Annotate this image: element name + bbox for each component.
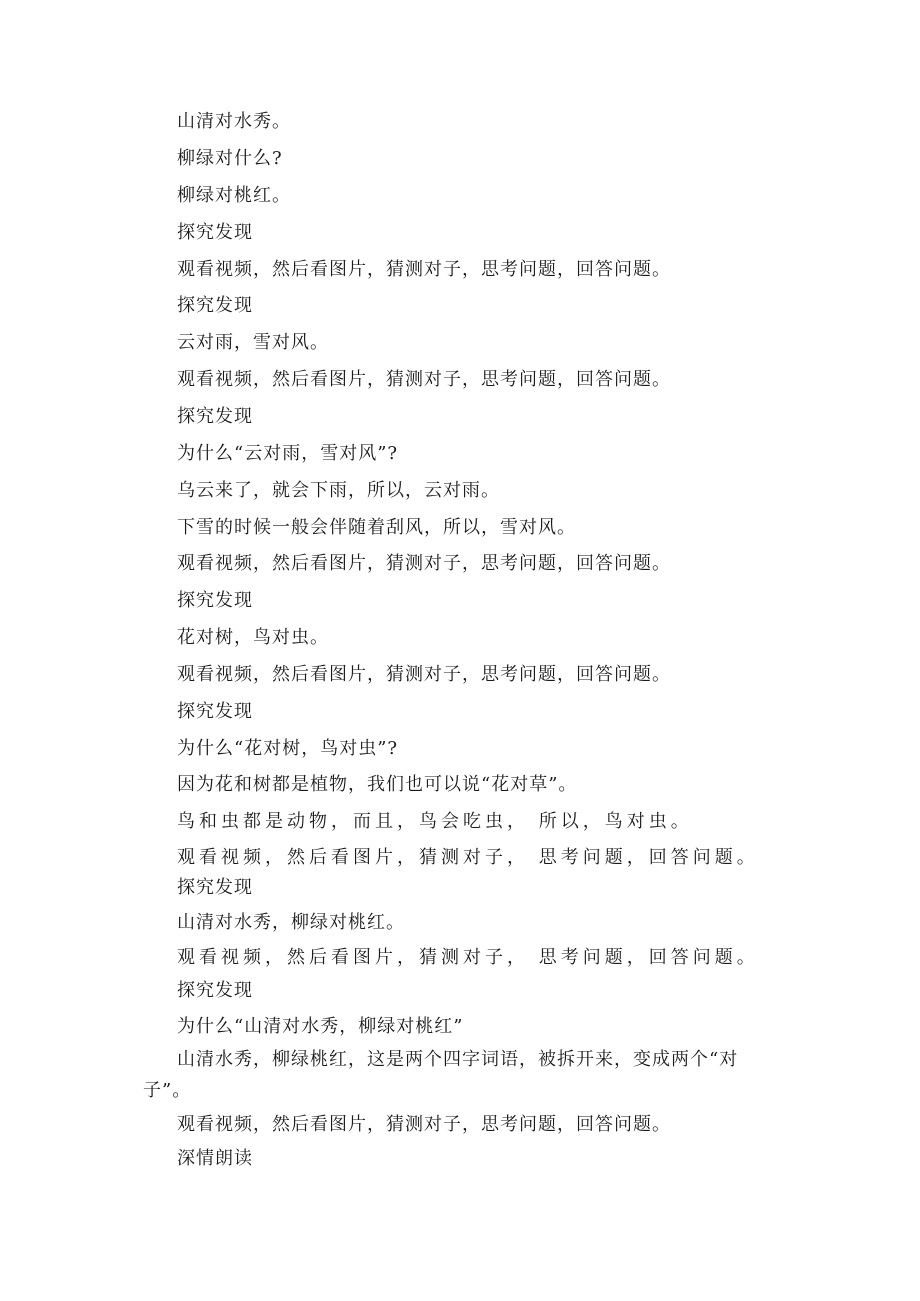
text-line: 为什么“花对树，鸟对虫”? — [177, 738, 399, 759]
text-line: 观看视频，然后看图片，猜测对子，思考问题，回答问题。 — [177, 259, 671, 280]
text-line: 云对雨，雪对风。 — [177, 332, 329, 353]
section-heading: 探究发现 — [177, 222, 253, 243]
section-heading: 探究发现 — [177, 701, 253, 722]
text-line: 观看视频，然后看图片，猜测对子，思考问题，回答问题。 — [177, 553, 671, 574]
section-heading: 深情朗读 — [177, 1148, 253, 1169]
paragraph-line: 山清水秀，柳绿桃红，这是两个四字词语，被拆开来，变成两个“对 — [177, 1049, 739, 1070]
text-line: 为什么“云对雨，雪对风”? — [177, 443, 399, 464]
text-line: 柳绿对桃红。 — [177, 185, 291, 206]
text-line: 鸟和虫都是动物，而且，鸟会吃虫， 所以，鸟对虫。 — [177, 811, 693, 832]
section-heading: 探究发现 — [177, 980, 253, 1001]
text-line: 为什么“山清对水秀，柳绿对桃红” — [177, 1016, 464, 1037]
text-line: 山清对水秀。 — [177, 111, 291, 132]
section-heading: 探究发现 — [177, 590, 253, 611]
text-line: 花对树，鸟对虫。 — [177, 627, 329, 648]
text-line: 观看视频，然后看图片，猜测对子，思考问题，回答问题。 — [177, 1114, 671, 1135]
text-line: 柳绿对什么? — [177, 148, 283, 169]
text-line: 观看视频，然后看图片，猜测对子，思考问题，回答问题。 — [177, 664, 671, 685]
text-line: 观看视频，然后看图片，猜测对子， 思考问题，回答问题。 — [177, 847, 759, 868]
section-heading: 探究发现 — [177, 295, 253, 316]
text-line: 因为花和树都是植物，我们也可以说“花对草”。 — [177, 774, 578, 795]
text-line: 山清对水秀，柳绿对桃红。 — [177, 912, 405, 933]
text-line: 下雪的时候一般会伴随着刮风，所以，雪对风。 — [177, 517, 576, 538]
section-heading: 探究发现 — [177, 877, 253, 898]
paragraph-continuation: 子”。 — [143, 1080, 192, 1101]
text-line: 乌云来了，就会下雨，所以，云对雨。 — [177, 480, 500, 501]
text-line: 观看视频，然后看图片，猜测对子，思考问题，回答问题。 — [177, 369, 671, 390]
text-line: 观看视频，然后看图片，猜测对子， 思考问题，回答问题。 — [177, 947, 759, 968]
section-heading: 探究发现 — [177, 406, 253, 427]
